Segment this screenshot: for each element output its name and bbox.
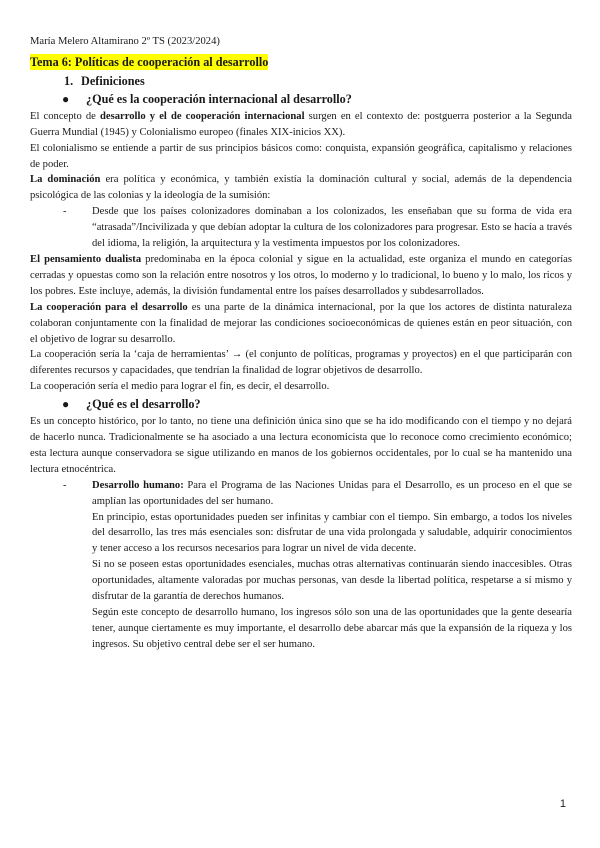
dash-item-1-text: Desde que los países colonizadores dominaban a los colonizados, les enseñaban que su forma de vida era “atrasada”/Incivilizada y que debían adoptar la cultura de los colonizadores para progresar. Esto se hacía a través del idioma, la religión, la arquitectura y la vestimenta impuestos por los colonizadores. <box>92 206 572 250</box>
question-heading-1 <box>30 90 572 109</box>
paragraph-5 <box>30 300 572 348</box>
p5-post: es una parte de la dinámica internacional, por la que los actores de distinta naturaleza colaboran conjuntamente con la finalidad de mejorar las condiciones socioeconómicas de quienes están en peor situación, con el objetivo de lograr su desarrollo. <box>30 301 572 345</box>
p1-bold: desarrollo y el de cooperación internacional <box>99 110 305 122</box>
dash-item-2 <box>30 478 572 510</box>
question-2-text: ¿Qué es el desarrollo? <box>86 397 201 412</box>
dash-item-1 <box>30 204 572 252</box>
p3-post: era política y económica, y también existía la dominación cultural y social, además de la dependencia psicológica de las colonias y la ideología de la sumisión: <box>30 174 572 202</box>
paragraph-3 <box>30 172 572 204</box>
author-header: María Melero Altamirano 2º TS (2023/2024) <box>30 36 220 47</box>
bullet-icon: ● <box>62 397 70 412</box>
p5-bold: La cooperación para el desarrollo <box>30 301 188 313</box>
section-heading <box>30 72 572 90</box>
paragraph-7: La cooperación sería el medio para lograr el fin, es decir, el desarrollo. <box>30 381 330 393</box>
page-content <box>30 34 572 653</box>
section-number: 1. <box>64 73 74 88</box>
p3-bold: La dominación <box>30 174 101 186</box>
paragraph-4 <box>30 252 572 300</box>
sub-paragraph-3: Según este concepto de desarrollo humano, los ingresos sólo son una de las oportunidades que la gente desearía tener, aunque ciertamente es muy importante, el desarrollo debe abarcar más que la expansión de la riqueza y los ingresos. Su objetivo central debe ser el ser humano. <box>92 607 572 650</box>
bullet-icon: ● <box>62 91 70 106</box>
dash-marker: - <box>63 479 67 491</box>
page-number: 1 <box>559 798 566 810</box>
paragraph-8: Es un concepto histórico, por lo tanto, no tiene una definición única sino que se ha ido modificando con el tiempo y no dejará de hacerlo nunca. Tradicionalmente se ha asociado a una lectura economicista que lo reconoce como crecimiento económico; esta lectura aunque conservadora se sigue utilizando en manos de los gobiernos occidentales, por lo cual se ha mantenido una lectura etnocéntrica. <box>30 416 572 475</box>
sub-paragraph-1: En principio, estas oportunidades pueden ser infinitas y cambiar con el tiempo. Sin embargo, a todos los niveles del desarrollo, las tres más esenciales son: disfrutar de una vida prolongada y saludable, adquirir conocimientos y tener acceso a los recursos necesarios para lograr un nivel de vida decente. <box>92 511 572 555</box>
p1-post: surgen en el contexto de: postguerra posterior a la Segunda Guerra Mundial (1945) y Colonialismo europeo (finales XIX-inicios XX). <box>30 110 572 138</box>
page-title: Tema 6: Políticas de cooperación al desarrollo <box>30 54 269 69</box>
sub-paragraph-2: Si no se poseen estas oportunidades esenciales, muchas otras alternativas continuarán siendo inaccesibles. Otras oportunidades, altamente valoradas por muchas personas, van desde la libertad política, respetarse a sí mismo y disfrutar de la garantía de derechos humanos. <box>92 559 572 603</box>
question-1-text: ¿Qué es la cooperación internacional al desarrollo? <box>86 91 352 106</box>
dash-marker: - <box>63 206 67 218</box>
dash-item-2-bold: Desarrollo humano: <box>92 479 184 491</box>
dash-item-2-text: Para el Programa de las Naciones Unidas para el Desarrollo, es un proceso en el que se amplían las oportunidades del ser humano. <box>92 479 572 507</box>
question-heading-2 <box>30 395 572 414</box>
paragraph-2: El colonialismo se entiende a partir de sus principios básicos como: conquista, expansión geográfica, capitalismo y relaciones de poder. <box>30 142 572 170</box>
paragraph-1 <box>30 109 572 141</box>
section-label: Definiciones <box>81 73 145 88</box>
p4-post: predominaba en la época colonial y sigue en la actualidad, este organiza el mundo en categorías cerradas y opuestas como son la relación entre nosotros y los otros, lo moderno y lo tradicional, lo bueno y lo malo, los ricos y los pobres. Este incluye, además, la división fundamental entre los países desarrollados y subdesarrollados. <box>30 253 572 297</box>
p4-bold: El pensamiento dualista <box>30 253 142 265</box>
p1-pre: El concepto de <box>30 110 100 122</box>
paragraph-6: La cooperación sería la ‘caja de herramientas’ → (el conjunto de políticas, programas y proyectos) en el que participarán con diferentes recursos y capacidades, que tendrían la finalidad de lograr objetivos de desarrollo. <box>30 349 572 377</box>
